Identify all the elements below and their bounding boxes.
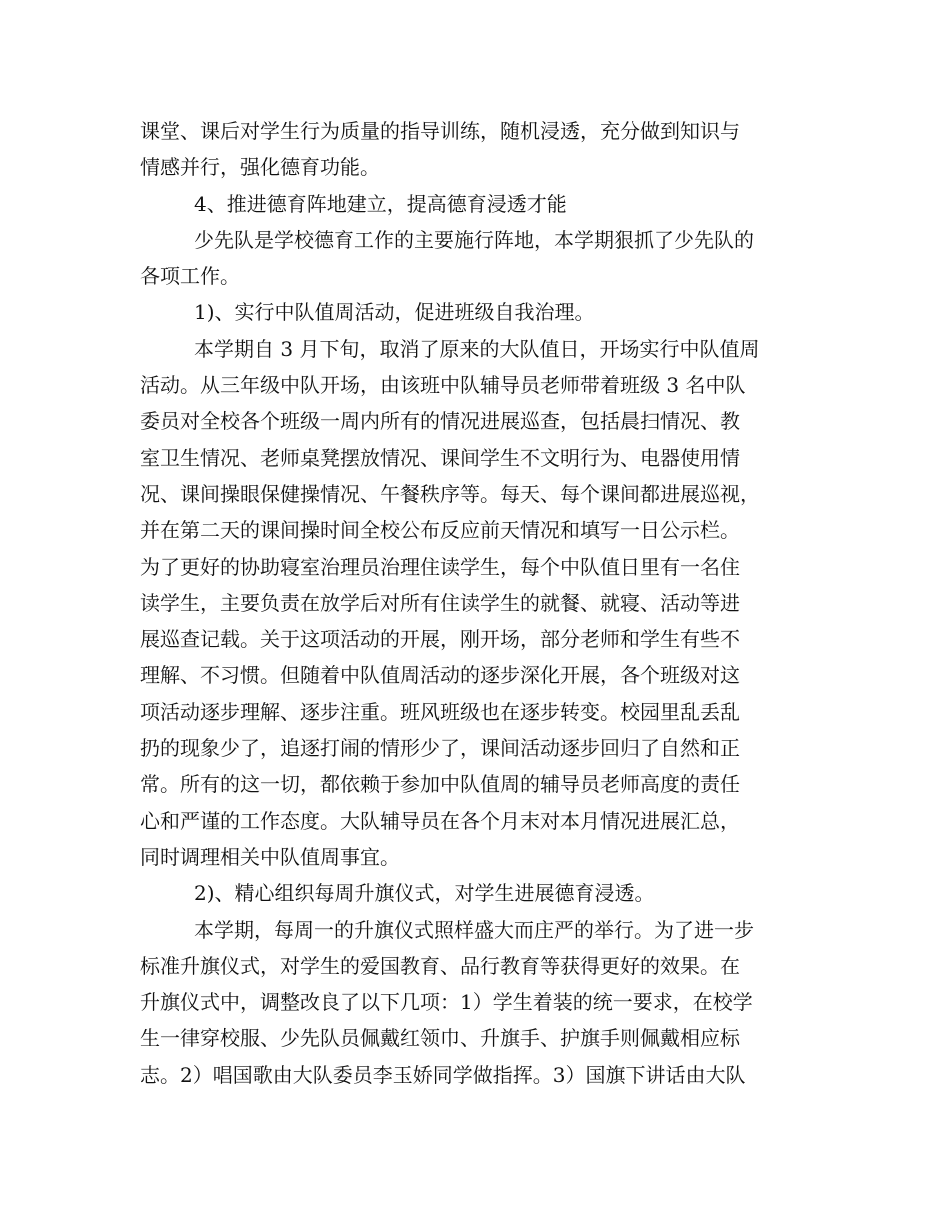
text-line: 升旗仪式中，调整改良了以下几项：1）学生着装的统一要求，在校学 bbox=[140, 990, 753, 1015]
text-line: 情感并行，强化德育功能。 bbox=[140, 155, 380, 180]
text-line: 生一律穿校服、少先队员佩戴红领巾、升旗手、护旗手则佩戴相应标 bbox=[140, 1026, 740, 1051]
text-line: 本学期自 3 月下旬，取消了原来的大队值日，开场实行中队值周 bbox=[194, 336, 760, 361]
text-line: 各项工作。 bbox=[140, 264, 240, 289]
text-line: 2)、精心组织每周升旗仪式，对学生进展德育浸透。 bbox=[194, 881, 655, 906]
text-line: 少先队是学校德育工作的主要施行阵地，本学期狠抓了少先队的 bbox=[194, 227, 754, 252]
text-line: 理解、不习惯。但随着中队值周活动的逐步深化开展，各个班级对这 bbox=[140, 663, 740, 688]
text-line: 委员对全校各个班级一周内所有的情况进展巡查，包括晨扫情况、教 bbox=[140, 409, 740, 434]
text-line: 4、推进德育阵地建立，提高德育浸透才能 bbox=[194, 191, 567, 216]
document-body bbox=[140, 113, 820, 1093]
text-line: 况、课间操眼保健操情况、午餐秩序等。每天、每个课间都进展巡视， bbox=[140, 481, 760, 506]
text-line: 并在第二天的课间操时间全校公布反应前天情况和填写一日公示栏。 bbox=[140, 518, 740, 543]
text-line: 室卫生情况、老师桌凳摆放情况、课间学生不文明行为、电器使用情 bbox=[140, 445, 740, 470]
text-line: 读学生，主要负责在放学后对所有住读学生的就餐、就寝、活动等进 bbox=[140, 590, 740, 615]
text-line: 课堂、课后对学生行为质量的指导训练，随机浸透，充分做到知识与 bbox=[140, 119, 740, 143]
text-line: 活动。从三年级中队开场，由该班中队辅导员老师带着班级 3 名中队 bbox=[140, 373, 746, 398]
text-line: 扔的现象少了，追逐打闹的情形少了，课间活动逐步回归了自然和正 bbox=[140, 736, 740, 761]
text-line: 标准升旗仪式，对学生的爱国教育、品行教育等获得更好的效果。在 bbox=[140, 953, 740, 978]
text-line: 本学期，每周一的升旗仪式照样盛大而庄严的举行。为了进一步 bbox=[194, 917, 754, 942]
text-line: 常。所有的这一切，都依赖于参加中队值周的辅导员老师高度的责任 bbox=[140, 772, 740, 797]
text-line: 项活动逐步理解、逐步注重。班风班级也在逐步转变。校园里乱丢乱 bbox=[140, 699, 740, 724]
text-line: 展巡查记载。关于这项活动的开展，刚开场，部分老师和学生有些不 bbox=[140, 627, 740, 652]
text-line: 为了更好的协助寝室治理员治理住读学生，每个中队值日里有一名住 bbox=[140, 554, 740, 579]
text-line: 心和严谨的工作态度。大队辅导员在各个月末对本月情况进展汇总， bbox=[140, 808, 740, 833]
text-line: 1)、实行中队值周活动，促进班级自我治理。 bbox=[194, 300, 595, 325]
text-line: 志。2）唱国歌由大队委员李玉娇同学做指挥。3）国旗下讲话由大队 bbox=[140, 1062, 746, 1087]
text-line: 同时调理相关中队值周事宜。 bbox=[140, 844, 400, 869]
document-page bbox=[140, 113, 820, 1093]
